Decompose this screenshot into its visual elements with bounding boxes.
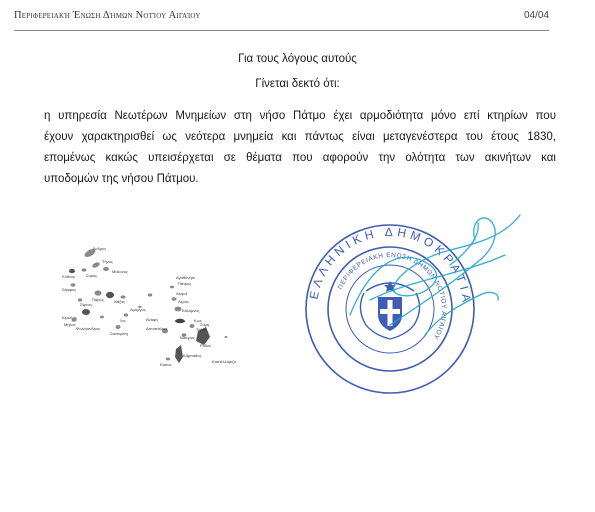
svg-text:Ανάφη: Ανάφη xyxy=(146,317,158,322)
svg-text:Τήλος: Τήλος xyxy=(196,327,207,332)
svg-text:Σύρος: Σύρος xyxy=(86,273,98,278)
map-island-labels xyxy=(62,246,237,367)
svg-text:Κως: Κως xyxy=(194,318,202,323)
svg-text:Σίφνος: Σίφνος xyxy=(80,302,93,307)
svg-text:Νίσυρος: Νίσυρος xyxy=(180,335,195,340)
svg-text:Πάρος: Πάρος xyxy=(92,297,104,302)
svg-text:Κύθνος: Κύθνος xyxy=(62,274,76,279)
svg-text:Φολέγανδρος: Φολέγανδρος xyxy=(76,326,101,331)
decision-paragraph xyxy=(44,106,556,190)
paragraph-line: έχουν χαρακτηρισθεί ως νεότερα μνημεία και πάντως είναι μεταγενέστερα του έτους 1830, xyxy=(44,131,556,143)
svg-text:Κίμωλος: Κίμωλος xyxy=(62,315,77,320)
svg-text:Αγαθονήσι: Αγαθονήσι xyxy=(176,275,195,280)
svg-text:Νάξος: Νάξος xyxy=(114,299,126,304)
svg-text:Κάσος: Κάσος xyxy=(160,362,172,367)
svg-text:Καστελλόριζο: Καστελλόριζο xyxy=(212,359,236,364)
seal-inner-text: ΠΕΡΙΦΕΡΕΙΑΚΗ ΕΝΩΣΗ ΔΗΜΩΝ ΝΟΤΙΟΥ ΑΙΓΑΙΟΥ xyxy=(337,251,448,341)
paragraph-line: υποδομών της νήσου Πάτμου. xyxy=(44,173,199,185)
paragraph-line: η υπηρεσία Νεωτέρων Μνημείων στη νήσο Πάτμο έχει αρμοδιότητα μόνο επί κτηρίων που xyxy=(44,110,556,122)
svg-text:Αμοργός: Αμοργός xyxy=(130,307,146,312)
handwritten-signature xyxy=(330,205,530,345)
svg-text:Λειψοί: Λειψοί xyxy=(176,291,188,296)
paragraph-line: επομένως κακώς υπεισέρχεται σε θέματα που αφορούν την ολότητα των ακινήτων και xyxy=(44,152,556,164)
svg-text:Μήλος: Μήλος xyxy=(64,322,76,327)
seal-outer-text: ΕΛΛΗΝΙΚΗ ΔΗΜΟΚΡΑΤΙΑ xyxy=(306,224,475,307)
svg-text:Κάρπαθος: Κάρπαθος xyxy=(183,353,202,358)
svg-text:Λέρος: Λέρος xyxy=(178,299,189,304)
svg-text:Σέριφος: Σέριφος xyxy=(62,287,77,292)
svg-text:Σύμη: Σύμη xyxy=(200,322,210,327)
heading-accepted: Γίνεται δεκτό ότι: xyxy=(255,78,340,90)
svg-text:Ρόδος: Ρόδος xyxy=(200,343,212,348)
page-number: 04/04 xyxy=(523,10,549,21)
svg-text:Κάλυμνος: Κάλυμνος xyxy=(182,308,200,313)
south-aegean-map-logo xyxy=(50,245,240,375)
svg-text:Τήνος: Τήνος xyxy=(102,259,113,264)
svg-text:Αστυπάλαια: Αστυπάλαια xyxy=(146,326,168,331)
svg-text:Ίος: Ίος xyxy=(120,318,126,323)
svg-text:Πάτμος: Πάτμος xyxy=(178,281,192,286)
header-divider xyxy=(14,30,549,31)
svg-text:Μύκονος: Μύκονος xyxy=(112,269,128,274)
page-header xyxy=(14,10,549,26)
heading-reasons: Για τους λόγους αυτούς xyxy=(238,53,357,65)
header-title: Περιφερειακή Ένωση Δήμων Νοτίου Αιγαίου xyxy=(14,10,201,21)
svg-text:Άνδρος: Άνδρος xyxy=(93,246,107,251)
svg-text:Σαντορίνη: Σαντορίνη xyxy=(110,331,128,336)
